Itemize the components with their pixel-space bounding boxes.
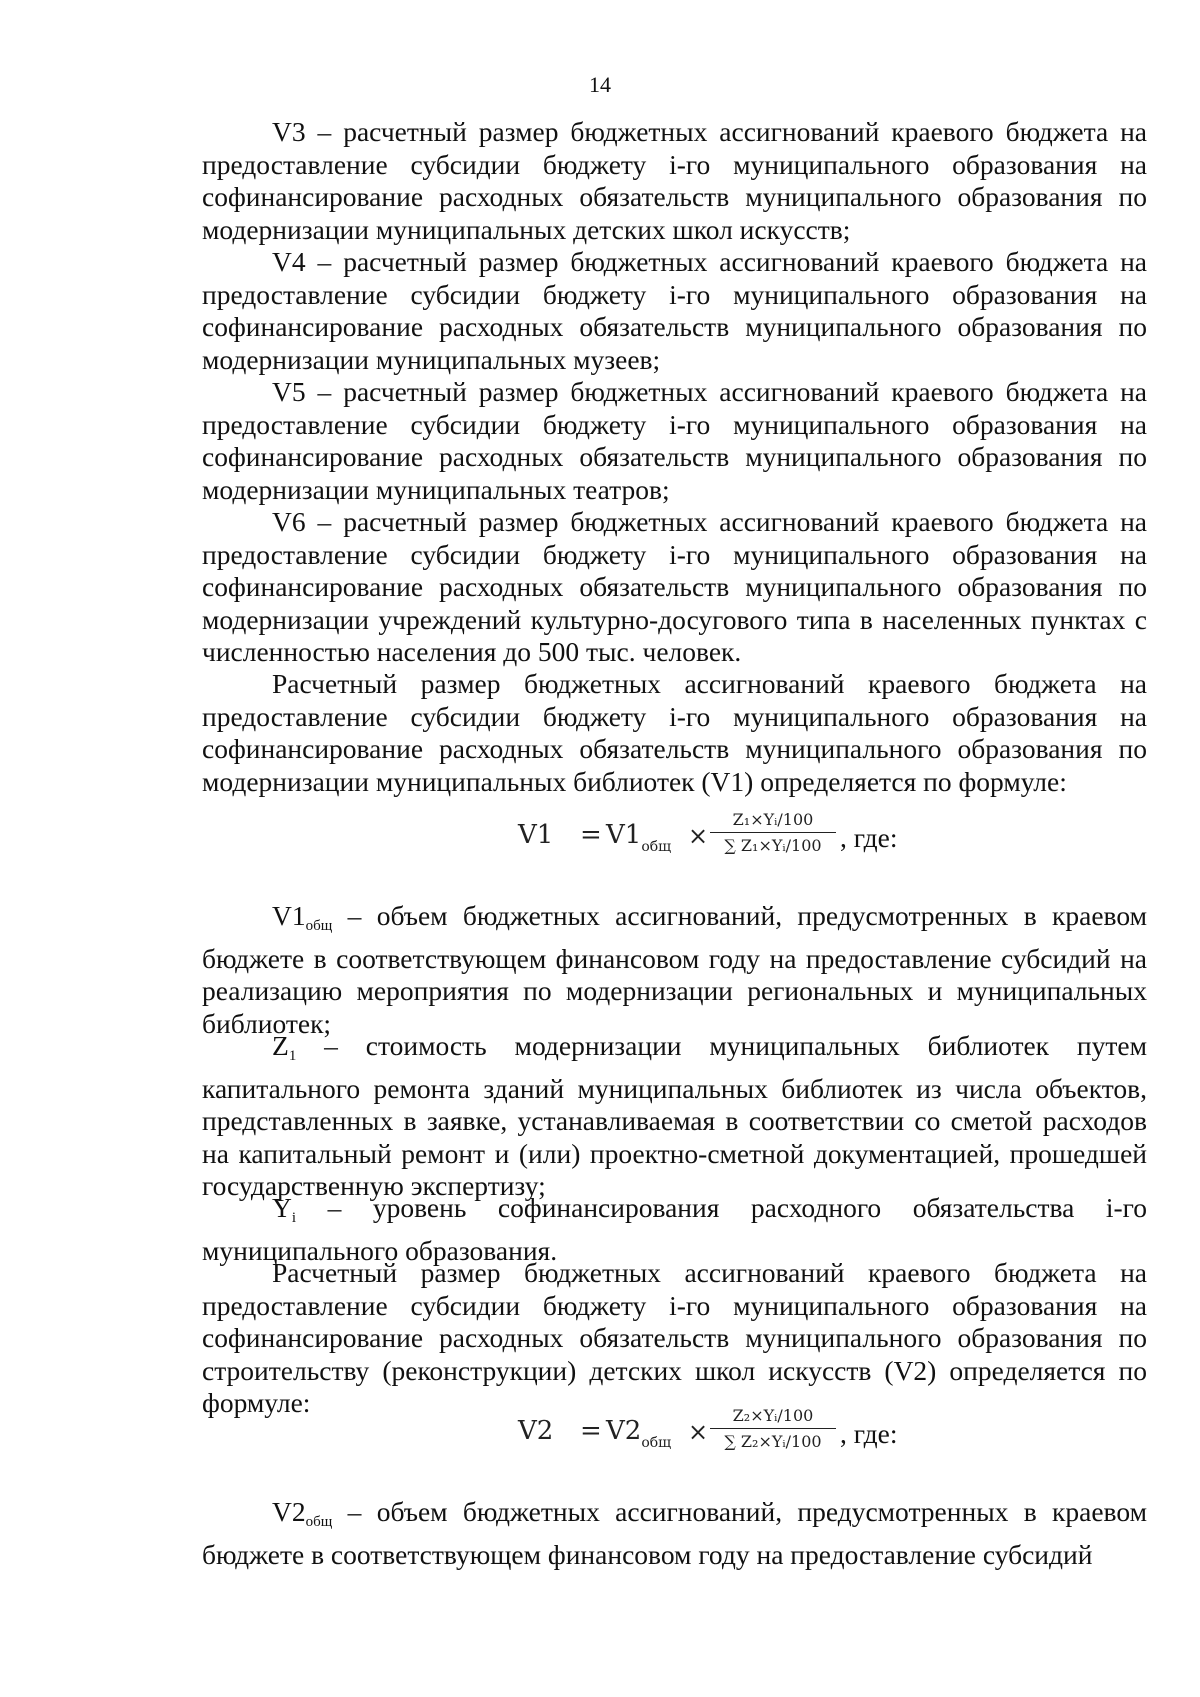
paragraph-v2-total-def: V2общ – объем бюджетных ассигнований, предусмотренных в краевом бюджете в соответствующем финансовом году на предоставление субсидий	[202, 1496, 1147, 1570]
paragraph-v4: V4 – расчетный размер бюджетных ассигнований краевого бюджета на предоставление субсидии бюджету i-го муниципального образования на софинансирование расходных обязательств муниципального образования по модернизации муниципальных музеев;	[202, 246, 1147, 375]
formula-v2-fraction	[710, 1404, 836, 1453]
paragraph-v6: V6 – расчетный размер бюджетных ассигнований краевого бюджета на предоставление субсидии бюджету i-го муниципального образования на софинансирование расходных обязательств муниципального образования по модернизации учреждений культурно-досугового типа в населенных пунктах с численностью населения до 500 тыс. человек.	[202, 506, 1147, 667]
formula-v1-fraction	[710, 808, 836, 857]
formula-v1-denominator: ∑ Z₁×Yᵢ/100	[724, 836, 822, 855]
formula-v1-numerator: Z₁×Yᵢ/100	[710, 808, 836, 833]
paragraph-yi-def: Yi – уровень софинансирования расходного обязательства i-го муниципального образования.	[202, 1192, 1147, 1266]
formula-v2-equals: =	[580, 1416, 602, 1446]
formula-v2	[0, 1404, 1200, 1476]
formula-v2-lhs: V2	[518, 1416, 554, 1446]
formula-v2-numerator: Z₂×Yᵢ/100	[710, 1404, 836, 1429]
formula-v1-where: , где:	[840, 822, 898, 853]
page-number: 14	[589, 72, 611, 97]
paragraph-v1-total-def: V1общ – объем бюджетных ассигнований, предусмотренных в краевом бюджете в соответствующем финансовом году на предоставление субсидий на реализацию мероприятия по модернизации региональных и муниципальных библиотек;	[202, 900, 1147, 1039]
formula-v2-where: , где:	[840, 1418, 898, 1449]
formula-v2-denominator: ∑ Z₂×Yᵢ/100	[724, 1432, 822, 1451]
paragraph-v5: V5 – расчетный размер бюджетных ассигнований краевого бюджета на предоставление субсидии бюджету i-го муниципального образования на софинансирование расходных обязательств муниципального образования по модернизации муниципальных театров;	[202, 376, 1147, 505]
paragraph-z1-def: Z1 – стоимость модернизации муниципальных библиотек путем капитального ремонта зданий муниципальных библиотек из числа объектов, представленных в заявке, устанавливаемая в соответствии со сметой расходов на капитальный ремонт и (или) проектно-сметной документацией, прошедшей государственную экспертизу;	[202, 1030, 1147, 1201]
formula-v1-times: ×	[688, 822, 709, 850]
formula-v2-base: $V2_{общ}$	[606, 1416, 672, 1451]
formula-v1-base: $V1_{общ}$	[606, 820, 672, 855]
paragraph-v1-intro: Расчетный размер бюджетных ассигнований краевого бюджета на предоставление субсидии бюджету i-го муниципального образования на софинансирование расходных обязательств муниципального образования по модернизации муниципальных библиотек (V1) определяется по формуле:	[202, 668, 1147, 797]
paragraph-v2-intro: Расчетный размер бюджетных ассигнований краевого бюджета на предоставление субсидии бюджету i-го муниципального образования на софинансирование расходных обязательств муниципального образования по строительству (реконструкции) детских школ искусств (V2) определяется по формуле:	[202, 1257, 1147, 1418]
formula-v1-lhs: V1	[518, 820, 554, 850]
formula-v1	[0, 808, 1200, 880]
formula-v2-times: ×	[688, 1418, 709, 1446]
formula-v1-equals: =	[580, 820, 602, 850]
paragraph-v3: V3 – расчетный размер бюджетных ассигнований краевого бюджета на предоставление субсидии бюджету i-го муниципального образования на софинансирование расходных обязательств муниципального образования по модернизации муниципальных детских школ искусств;	[202, 116, 1147, 245]
